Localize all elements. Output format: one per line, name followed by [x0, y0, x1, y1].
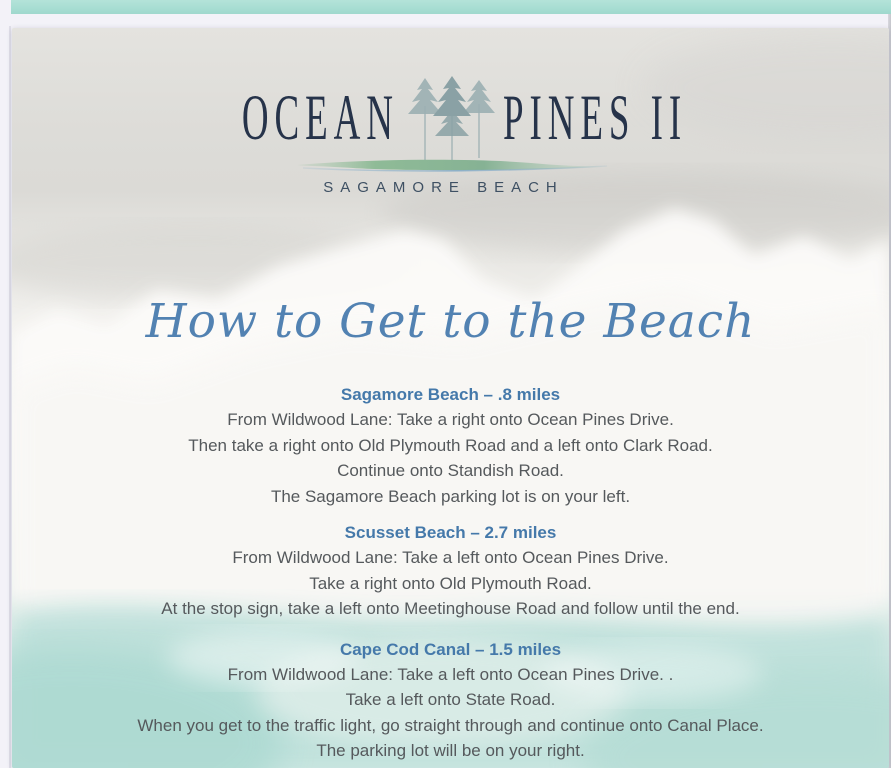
direction-line: From Wildwood Lane: Take a right onto Ocean Pines Drive. [227, 410, 674, 430]
direction-line: From Wildwood Lane: Take a left onto Ocean Pines Drive. . [227, 665, 674, 685]
direction-line: The parking lot will be on your right. [316, 741, 585, 761]
logo-text-ocean: OCEAN [241, 82, 399, 154]
section-title: Cape Cod Canal – 1.5 miles [339, 639, 562, 659]
directions-list [12, 382, 889, 768]
direction-line: Then take a right onto Old Plymouth Road and a left onto Clark Road. [188, 435, 713, 455]
section-cape-cod-canal [12, 637, 889, 764]
direction-line: Continue onto Standish Road. [337, 461, 564, 481]
section-title: Sagamore Beach – .8 miles [340, 385, 561, 404]
left-margin-divider [9, 26, 11, 768]
section-sagamore-beach [12, 382, 889, 509]
direction-line: The Sagamore Beach parking lot is on your left. [270, 486, 631, 506]
pine-trees-icon [397, 76, 505, 162]
section-scusset-beach [12, 520, 889, 622]
direction-line: When you get to the traffic light, go straight through and continue onto Canal Place. [137, 715, 764, 735]
swoosh-underline-icon [293, 156, 613, 174]
direction-line: Take a left onto State Road. [345, 690, 556, 710]
beach-directions-flyer [12, 28, 889, 768]
section-title: Scusset Beach – 2.7 miles [344, 523, 557, 543]
direction-line: At the stop sign, take a left onto Meetinghouse Road and follow until the end. [161, 599, 740, 619]
page-title: How to Get to the Beach [145, 294, 756, 349]
flyer-content [12, 28, 889, 768]
logo-text-pines: PINES II [502, 82, 687, 154]
direction-line: From Wildwood Lane: Take a left onto Ocean Pines Drive. [232, 548, 669, 568]
direction-line: Take a right onto Old Plymouth Road. [309, 573, 592, 593]
teal-top-strip [11, 0, 891, 14]
logo-subtitle: SAGAMORE BEACH [323, 179, 564, 196]
